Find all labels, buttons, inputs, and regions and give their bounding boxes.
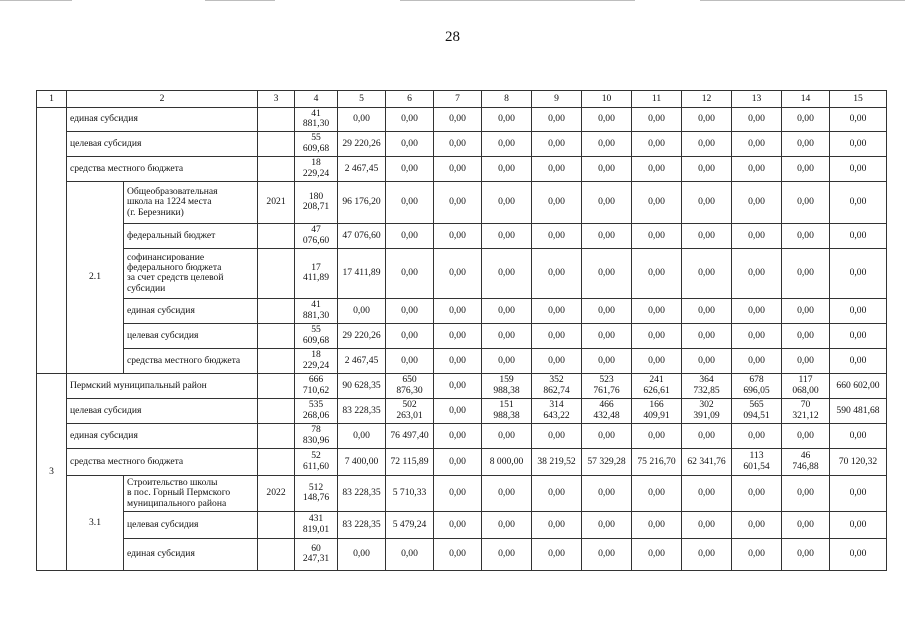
value-cell: 0,00 xyxy=(682,423,732,448)
value-cell: 0,00 xyxy=(434,298,482,323)
value-cell: 466 432,48 xyxy=(582,398,632,423)
value-cell: 314 643,22 xyxy=(532,398,582,423)
value-cell: 535 268,06 xyxy=(295,398,338,423)
value-cell: 0,00 xyxy=(582,323,632,348)
row-label: федеральный бюджет xyxy=(124,223,258,248)
year-cell xyxy=(258,248,295,298)
header-cell: 12 xyxy=(682,91,732,108)
row-label: Строительство школы в пос. Горный Пермского муниципального района xyxy=(124,475,258,511)
value-cell: 0,00 xyxy=(532,511,582,538)
value-cell: 0,00 xyxy=(532,131,582,156)
table-row xyxy=(37,131,887,156)
value-cell: 0,00 xyxy=(532,538,582,570)
table-row xyxy=(37,448,887,475)
value-cell: 18 229,24 xyxy=(295,156,338,181)
value-cell: 70 120,32 xyxy=(830,448,887,475)
row-label: целевая субсидия xyxy=(124,323,258,348)
value-cell: 0,00 xyxy=(434,223,482,248)
value-cell: 0,00 xyxy=(632,323,682,348)
value-cell: 55 609,68 xyxy=(295,131,338,156)
year-cell xyxy=(258,348,295,373)
value-cell: 0,00 xyxy=(682,181,732,223)
value-cell: 0,00 xyxy=(386,181,434,223)
value-cell: 0,00 xyxy=(338,538,386,570)
value-cell: 0,00 xyxy=(782,475,830,511)
header-cell: 11 xyxy=(632,91,682,108)
table-row xyxy=(37,181,887,223)
value-cell: 0,00 xyxy=(434,131,482,156)
value-cell: 0,00 xyxy=(582,511,632,538)
header-cell: 4 xyxy=(295,91,338,108)
row-label: единая субсидия xyxy=(124,538,258,570)
header-cell: 5 xyxy=(338,91,386,108)
value-cell: 0,00 xyxy=(386,131,434,156)
value-cell: 0,00 xyxy=(632,423,682,448)
value-cell: 0,00 xyxy=(830,538,887,570)
table-body xyxy=(37,91,887,571)
value-cell: 590 481,68 xyxy=(830,398,887,423)
value-cell: 0,00 xyxy=(434,248,482,298)
year-cell xyxy=(258,538,295,570)
row-label: средства местного бюджета xyxy=(124,348,258,373)
value-cell: 364 732,85 xyxy=(682,373,732,398)
value-cell: 0,00 xyxy=(682,475,732,511)
value-cell: 0,00 xyxy=(532,108,582,132)
table-row xyxy=(37,538,887,570)
value-cell: 0,00 xyxy=(338,108,386,132)
value-cell: 0,00 xyxy=(682,538,732,570)
value-cell: 0,00 xyxy=(386,223,434,248)
value-cell: 0,00 xyxy=(830,475,887,511)
value-cell: 0,00 xyxy=(830,423,887,448)
value-cell: 0,00 xyxy=(386,108,434,132)
value-cell: 0,00 xyxy=(682,108,732,132)
value-cell: 5 479,24 xyxy=(386,511,434,538)
value-cell: 0,00 xyxy=(582,298,632,323)
value-cell: 0,00 xyxy=(830,181,887,223)
value-cell: 57 329,28 xyxy=(582,448,632,475)
value-cell: 29 220,26 xyxy=(338,131,386,156)
top-border-line xyxy=(205,0,275,1)
value-cell: 0,00 xyxy=(582,348,632,373)
value-cell: 0,00 xyxy=(732,181,782,223)
value-cell: 18 229,24 xyxy=(295,348,338,373)
value-cell: 0,00 xyxy=(682,223,732,248)
value-cell: 0,00 xyxy=(482,223,532,248)
value-cell: 512 148,76 xyxy=(295,475,338,511)
value-cell: 0,00 xyxy=(482,248,532,298)
value-cell: 0,00 xyxy=(732,248,782,298)
value-cell: 0,00 xyxy=(434,373,482,398)
value-cell: 0,00 xyxy=(434,156,482,181)
value-cell: 0,00 xyxy=(732,323,782,348)
value-cell: 0,00 xyxy=(434,538,482,570)
value-cell: 0,00 xyxy=(782,156,830,181)
value-cell: 0,00 xyxy=(434,511,482,538)
value-cell: 55 609,68 xyxy=(295,323,338,348)
value-cell: 0,00 xyxy=(782,323,830,348)
value-cell: 650 876,30 xyxy=(386,373,434,398)
value-cell: 0,00 xyxy=(830,298,887,323)
value-cell: 0,00 xyxy=(482,538,532,570)
value-cell: 47 076,60 xyxy=(338,223,386,248)
value-cell: 0,00 xyxy=(532,348,582,373)
table-row xyxy=(37,423,887,448)
value-cell: 83 228,35 xyxy=(338,475,386,511)
value-cell: 0,00 xyxy=(532,323,582,348)
value-cell: 678 696,05 xyxy=(732,373,782,398)
table-row xyxy=(37,475,887,511)
value-cell: 76 497,40 xyxy=(386,423,434,448)
value-cell: 0,00 xyxy=(682,248,732,298)
row-label: средства местного бюджета xyxy=(67,156,258,181)
value-cell: 0,00 xyxy=(782,511,830,538)
header-cell: 6 xyxy=(386,91,434,108)
value-cell: 117 068,00 xyxy=(782,373,830,398)
value-cell: 0,00 xyxy=(782,181,830,223)
value-cell: 0,00 xyxy=(532,156,582,181)
value-cell: 75 216,70 xyxy=(632,448,682,475)
value-cell: 0,00 xyxy=(830,348,887,373)
value-cell: 72 115,89 xyxy=(386,448,434,475)
value-cell: 0,00 xyxy=(434,423,482,448)
value-cell: 78 830,96 xyxy=(295,423,338,448)
year-cell: 2021 xyxy=(258,181,295,223)
table-row xyxy=(37,348,887,373)
header-cell: 15 xyxy=(830,91,887,108)
year-cell: 2022 xyxy=(258,475,295,511)
year-cell xyxy=(258,131,295,156)
value-cell: 0,00 xyxy=(830,223,887,248)
row-label: софинансирование федерального бюджета за счет средств целевой субсидии xyxy=(124,248,258,298)
value-cell: 0,00 xyxy=(582,538,632,570)
value-cell: 0,00 xyxy=(434,475,482,511)
value-cell: 0,00 xyxy=(532,423,582,448)
value-cell: 0,00 xyxy=(632,538,682,570)
value-cell: 0,00 xyxy=(632,223,682,248)
value-cell: 90 628,35 xyxy=(338,373,386,398)
value-cell: 0,00 xyxy=(482,298,532,323)
value-cell: 0,00 xyxy=(482,423,532,448)
value-cell: 0,00 xyxy=(434,448,482,475)
header-cell: 10 xyxy=(582,91,632,108)
value-cell: 0,00 xyxy=(830,131,887,156)
value-cell: 0,00 xyxy=(582,181,632,223)
value-cell: 0,00 xyxy=(732,538,782,570)
top-border-line xyxy=(700,0,905,1)
value-cell: 166 409,91 xyxy=(632,398,682,423)
value-cell: 0,00 xyxy=(338,298,386,323)
value-cell: 0,00 xyxy=(830,511,887,538)
header-cell: 7 xyxy=(434,91,482,108)
value-cell: 0,00 xyxy=(830,323,887,348)
value-cell: 83 228,35 xyxy=(338,398,386,423)
value-cell: 0,00 xyxy=(732,511,782,538)
header-cell: 3 xyxy=(258,91,295,108)
value-cell: 0,00 xyxy=(632,475,682,511)
value-cell: 0,00 xyxy=(782,223,830,248)
value-cell: 2 467,45 xyxy=(338,348,386,373)
value-cell: 17 411,89 xyxy=(338,248,386,298)
value-cell: 0,00 xyxy=(732,348,782,373)
row-label: Общеобразовательная школа на 1224 места (г. Березники) xyxy=(124,181,258,223)
page-number: 28 xyxy=(445,29,460,45)
value-cell: 0,00 xyxy=(632,298,682,323)
row-label: целевая субсидия xyxy=(124,511,258,538)
value-cell: 41 881,30 xyxy=(295,108,338,132)
value-cell: 41 881,30 xyxy=(295,298,338,323)
row-label: целевая субсидия xyxy=(67,398,258,423)
row-label: средства местного бюджета xyxy=(67,448,258,475)
year-cell xyxy=(258,223,295,248)
value-cell: 0,00 xyxy=(434,398,482,423)
value-cell: 0,00 xyxy=(682,156,732,181)
header-row xyxy=(37,91,887,108)
value-cell: 0,00 xyxy=(732,423,782,448)
row-label: Пермский муниципальный район xyxy=(67,373,258,398)
value-cell: 0,00 xyxy=(732,298,782,323)
row-label: единая субсидия xyxy=(67,423,258,448)
value-cell: 151 988,38 xyxy=(482,398,532,423)
header-cell: 13 xyxy=(732,91,782,108)
value-cell: 0,00 xyxy=(582,156,632,181)
value-cell: 0,00 xyxy=(632,248,682,298)
value-cell: 0,00 xyxy=(782,131,830,156)
value-cell: 0,00 xyxy=(386,323,434,348)
table-row xyxy=(37,108,887,132)
budget-table xyxy=(36,90,887,571)
value-cell: 0,00 xyxy=(632,511,682,538)
year-cell xyxy=(258,511,295,538)
table-row xyxy=(37,398,887,423)
value-cell: 0,00 xyxy=(782,298,830,323)
table-row xyxy=(37,373,887,398)
value-cell: 0,00 xyxy=(632,131,682,156)
header-cell: 9 xyxy=(532,91,582,108)
value-cell: 0,00 xyxy=(582,475,632,511)
value-cell: 47 076,60 xyxy=(295,223,338,248)
group-number-cell xyxy=(37,108,67,374)
value-cell: 0,00 xyxy=(732,131,782,156)
value-cell: 0,00 xyxy=(532,181,582,223)
value-cell: 0,00 xyxy=(632,156,682,181)
top-border-line xyxy=(400,0,635,1)
value-cell: 0,00 xyxy=(682,298,732,323)
year-cell xyxy=(258,398,295,423)
value-cell: 0,00 xyxy=(582,248,632,298)
value-cell: 0,00 xyxy=(482,108,532,132)
table-row xyxy=(37,156,887,181)
value-cell: 0,00 xyxy=(532,475,582,511)
value-cell: 29 220,26 xyxy=(338,323,386,348)
value-cell: 113 601,54 xyxy=(732,448,782,475)
value-cell: 0,00 xyxy=(732,223,782,248)
table-row xyxy=(37,248,887,298)
value-cell: 0,00 xyxy=(830,248,887,298)
value-cell: 2 467,45 xyxy=(338,156,386,181)
value-cell: 0,00 xyxy=(732,156,782,181)
value-cell: 0,00 xyxy=(482,475,532,511)
group-number-cell: 3 xyxy=(37,373,67,570)
value-cell: 0,00 xyxy=(532,298,582,323)
value-cell: 159 988,38 xyxy=(482,373,532,398)
value-cell: 62 341,76 xyxy=(682,448,732,475)
year-cell xyxy=(258,448,295,475)
value-cell: 431 819,01 xyxy=(295,511,338,538)
value-cell: 0,00 xyxy=(682,131,732,156)
year-cell xyxy=(258,423,295,448)
value-cell: 0,00 xyxy=(682,348,732,373)
value-cell: 0,00 xyxy=(782,538,830,570)
table-row xyxy=(37,323,887,348)
value-cell: 180 208,71 xyxy=(295,181,338,223)
value-cell: 0,00 xyxy=(386,156,434,181)
value-cell: 241 626,61 xyxy=(632,373,682,398)
value-cell: 0,00 xyxy=(632,348,682,373)
value-cell: 8 000,00 xyxy=(482,448,532,475)
subitem-number-cell: 3.1 xyxy=(67,475,124,570)
value-cell: 0,00 xyxy=(682,323,732,348)
value-cell: 0,00 xyxy=(782,248,830,298)
year-cell xyxy=(258,298,295,323)
value-cell: 17 411,89 xyxy=(295,248,338,298)
value-cell: 0,00 xyxy=(632,181,682,223)
value-cell: 0,00 xyxy=(434,181,482,223)
value-cell: 0,00 xyxy=(482,131,532,156)
value-cell: 0,00 xyxy=(582,223,632,248)
row-label: целевая субсидия xyxy=(67,131,258,156)
value-cell: 666 710,62 xyxy=(295,373,338,398)
value-cell: 60 247,31 xyxy=(295,538,338,570)
table-row xyxy=(37,223,887,248)
value-cell: 0,00 xyxy=(482,511,532,538)
value-cell: 0,00 xyxy=(782,108,830,132)
value-cell: 0,00 xyxy=(482,181,532,223)
year-cell xyxy=(258,108,295,132)
header-cell: 8 xyxy=(482,91,532,108)
value-cell: 0,00 xyxy=(682,511,732,538)
value-cell: 502 263,01 xyxy=(386,398,434,423)
header-cell: 14 xyxy=(782,91,830,108)
value-cell: 0,00 xyxy=(386,298,434,323)
value-cell: 0,00 xyxy=(532,248,582,298)
table-row xyxy=(37,298,887,323)
value-cell: 0,00 xyxy=(582,131,632,156)
value-cell: 70 321,12 xyxy=(782,398,830,423)
top-border-line xyxy=(0,0,72,1)
table-row xyxy=(37,511,887,538)
value-cell: 83 228,35 xyxy=(338,511,386,538)
value-cell: 0,00 xyxy=(434,348,482,373)
header-cell: 1 xyxy=(37,91,67,108)
year-cell xyxy=(258,323,295,348)
value-cell: 302 391,09 xyxy=(682,398,732,423)
subitem-number-cell: 2.1 xyxy=(67,181,124,373)
value-cell: 0,00 xyxy=(782,423,830,448)
value-cell: 0,00 xyxy=(434,323,482,348)
value-cell: 0,00 xyxy=(732,475,782,511)
value-cell: 352 862,74 xyxy=(532,373,582,398)
value-cell: 0,00 xyxy=(582,108,632,132)
value-cell: 0,00 xyxy=(338,423,386,448)
value-cell: 0,00 xyxy=(386,248,434,298)
value-cell: 46 746,88 xyxy=(782,448,830,475)
value-cell: 0,00 xyxy=(434,108,482,132)
value-cell: 0,00 xyxy=(482,156,532,181)
value-cell: 7 400,00 xyxy=(338,448,386,475)
value-cell: 0,00 xyxy=(732,108,782,132)
value-cell: 660 602,00 xyxy=(830,373,887,398)
row-label: единая субсидия xyxy=(67,108,258,132)
value-cell: 52 611,60 xyxy=(295,448,338,475)
value-cell: 0,00 xyxy=(830,156,887,181)
value-cell: 0,00 xyxy=(632,108,682,132)
value-cell: 0,00 xyxy=(782,348,830,373)
value-cell: 0,00 xyxy=(582,423,632,448)
row-label: единая субсидия xyxy=(124,298,258,323)
value-cell: 0,00 xyxy=(386,348,434,373)
value-cell: 96 176,20 xyxy=(338,181,386,223)
value-cell: 0,00 xyxy=(532,223,582,248)
value-cell: 0,00 xyxy=(482,348,532,373)
year-cell xyxy=(258,156,295,181)
value-cell: 5 710,33 xyxy=(386,475,434,511)
value-cell: 0,00 xyxy=(386,538,434,570)
value-cell: 0,00 xyxy=(482,323,532,348)
value-cell: 565 094,51 xyxy=(732,398,782,423)
year-cell xyxy=(258,373,295,398)
value-cell: 38 219,52 xyxy=(532,448,582,475)
value-cell: 0,00 xyxy=(830,108,887,132)
value-cell: 523 761,76 xyxy=(582,373,632,398)
header-cell: 2 xyxy=(67,91,258,108)
